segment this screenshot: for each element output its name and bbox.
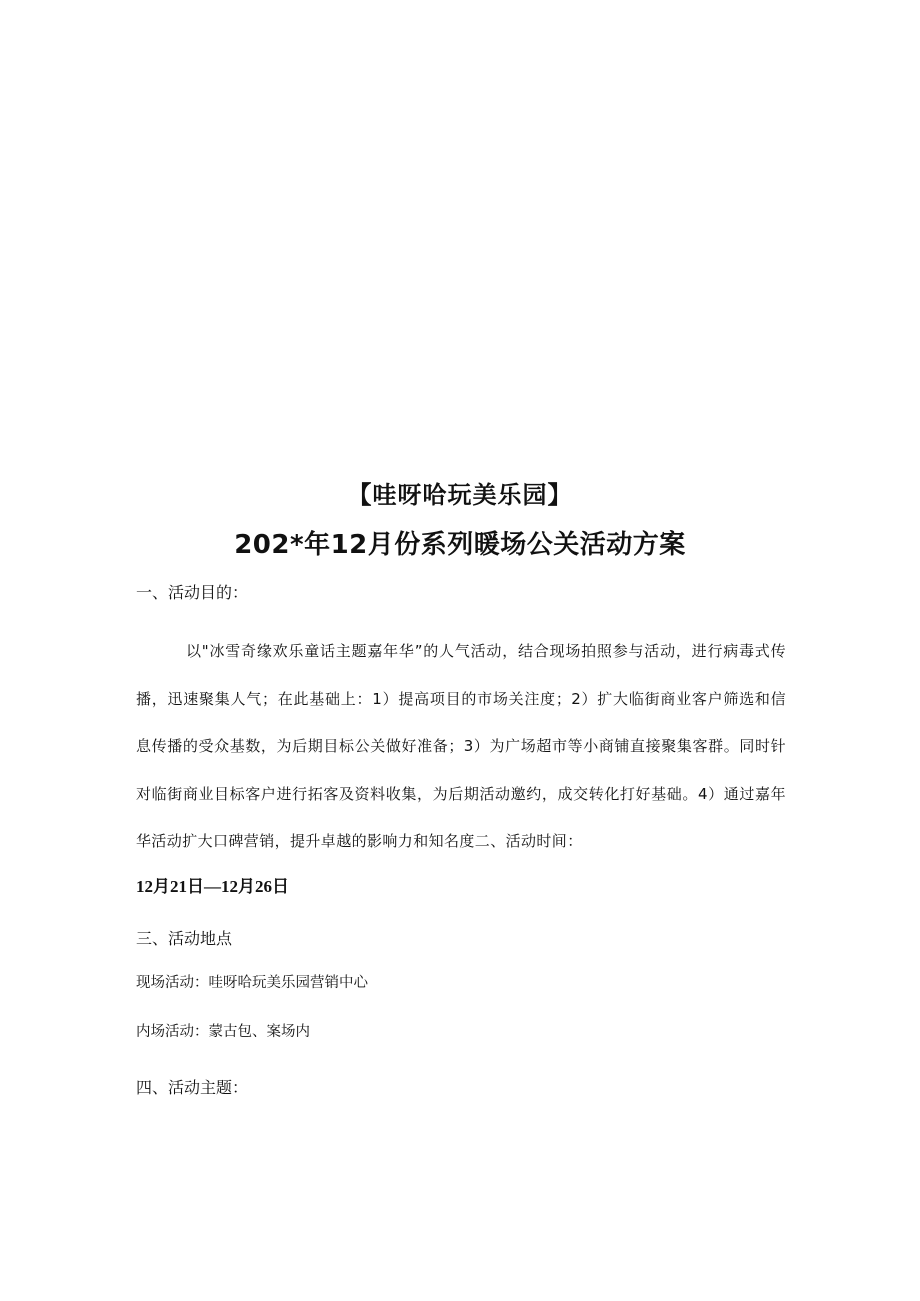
document-title-brand: 【哇呀哈玩美乐园】 (347, 481, 573, 509)
location-indoor: 内场活动：蒙古包、案场内 (136, 1024, 310, 1040)
document-title: 202*年12月份系列暖场公关活动方案 (234, 530, 686, 560)
section-heading-theme: 四、活动主题： (136, 1078, 249, 1097)
section-heading-location: 三、活动地点 (136, 929, 233, 948)
section-paragraph-purpose: 以"冰雪奇缘欢乐童话主题嘉年华”的人气活动，结合现场拍照参与活动，进行病毒式传播，迅速聚集人气；在此基础上：1）提高项目的市场关注度；2）扩大临街商业客户筛选和信息传播的受众基数，为后期目标公关做好准备；3）为广场超市等小商铺直接聚集客群。同时针对临街商业目标客户进行拓客及资料收集，为后期活动邀约，成交转化打好基础。4）通过嘉年华活动扩大口碑营销，提升卓越的影响力和知名度二、活动时间： (136, 642, 786, 850)
event-date-range: 12月21日—12月26日 (136, 877, 289, 896)
section-heading-purpose: 一、活动目的： (136, 583, 249, 602)
location-onsite: 现场活动：哇呀哈玩美乐园营销中心 (136, 975, 368, 991)
